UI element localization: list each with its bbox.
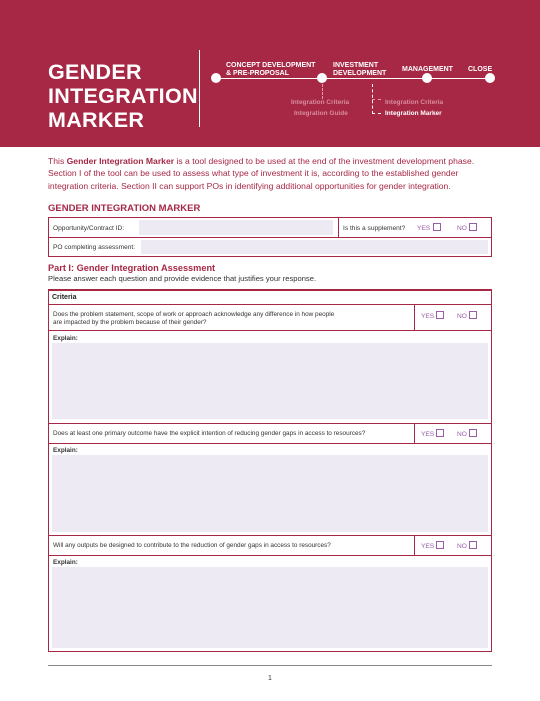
question-2-text: Does at least one primary outcome have the explicit intention of reducing gender gaps in access to resources? [53,430,366,437]
q2-explain-label: Explain: [53,447,78,454]
divider [414,423,415,443]
q3-no-checkbox[interactable] [469,541,477,549]
q2-explain-field[interactable] [52,455,488,532]
table-bottom-border [48,651,492,652]
divider [48,237,492,238]
table-right-border [491,289,492,652]
intro-text: is a tool designed to be used at the end of the investment development phase. Section I of the tool can be used to assess what type of investment it is, according to the established gender integration criteria. Section II can support POs in identifying additional opportunities for gender integration. [48,156,475,191]
divider [414,535,415,555]
intro-text: This [48,156,67,166]
link-integration-criteria-right[interactable]: Integration Criteria [385,99,444,106]
divider [48,330,492,331]
q1-explain-label: Explain: [53,335,78,342]
part1-title: Part I: Gender Integration Assessment [48,263,216,273]
po-field[interactable] [141,240,488,254]
link-integration-criteria-left[interactable]: Integration Criteria [291,99,350,106]
q3-yes-checkbox[interactable] [436,541,444,549]
supplement-no-label: NO [457,225,467,232]
stage-dot-management [422,73,432,83]
link-integration-guide[interactable]: Integration Guide [294,110,348,117]
divider [48,535,492,536]
divider [414,304,415,330]
stage-concept-label: CONCEPT DEVELOPMENT & PRE-PROPOSAL [226,62,316,77]
opportunity-id-field[interactable] [139,220,333,235]
q1-explain-field[interactable] [52,343,488,419]
q3-no-label: NO [457,543,467,550]
intro-bold: Gender Integration Marker [66,156,175,166]
q2-no-checkbox[interactable] [469,429,477,437]
q3-explain-field[interactable] [52,567,488,648]
supplement-no-checkbox[interactable] [469,223,477,231]
section-title: GENDER INTEGRATION MARKER [48,203,201,214]
q1-yes-checkbox[interactable] [436,311,444,319]
footer-divider [48,665,492,666]
connector [322,84,323,99]
q1-no-checkbox[interactable] [469,311,477,319]
opportunity-label: Opportunity/Contract ID: [53,225,125,232]
header-banner [0,0,540,147]
stage-dot-concept [211,73,221,83]
intro-paragraph [48,155,494,192]
divider [48,555,492,556]
link-integration-marker[interactable]: Integration Marker [385,110,442,117]
supplement-yes-label: YES [417,225,431,232]
q2-yes-label: YES [421,431,435,438]
title-line-2: INTEGRATION [48,84,198,108]
supplement-yes-checkbox[interactable] [433,223,441,231]
header-divider [199,50,200,127]
divider [48,423,492,424]
title-line-1: GENDER [48,60,142,84]
po-label: PO completing assessment: [53,244,136,251]
q2-no-label: NO [457,431,467,438]
q2-yes-checkbox[interactable] [436,429,444,437]
criteria-header: Criteria [52,294,77,301]
q1-no-label: NO [457,313,467,320]
stage-dot-investment [317,73,327,83]
stage-management-label: MANAGEMENT [402,66,453,73]
table-top-border [48,289,492,291]
stage-close-label: CLOSE [468,66,493,73]
title-line-3: MARKER [48,108,145,132]
q3-explain-label: Explain: [53,559,78,566]
stage-dot-close [485,73,495,83]
question-1-text: Does the problem statement, scope of work or approach acknowledge any difference in how people are impacted by the problem because of their gender? [53,311,335,326]
part1-subtitle: Please answer each question and provide evidence that justifies your response. [48,274,317,283]
connector [372,113,381,114]
q3-yes-label: YES [421,543,435,550]
stage-track [216,78,490,79]
supplement-label: Is this a supplement? [343,225,406,232]
stage-investment-label: INVESTMENT DEVELOPMENT [333,62,387,77]
divider [48,443,492,444]
page-title [48,60,198,132]
page-number: 1 [268,675,272,682]
divider [48,304,492,305]
connector [372,99,381,100]
q1-yes-label: YES [421,313,435,320]
question-3-text: Will any outputs be designed to contribute to the reduction of gender gaps in access to resources? [53,542,331,549]
table-left-border [48,289,49,652]
divider [338,217,339,237]
